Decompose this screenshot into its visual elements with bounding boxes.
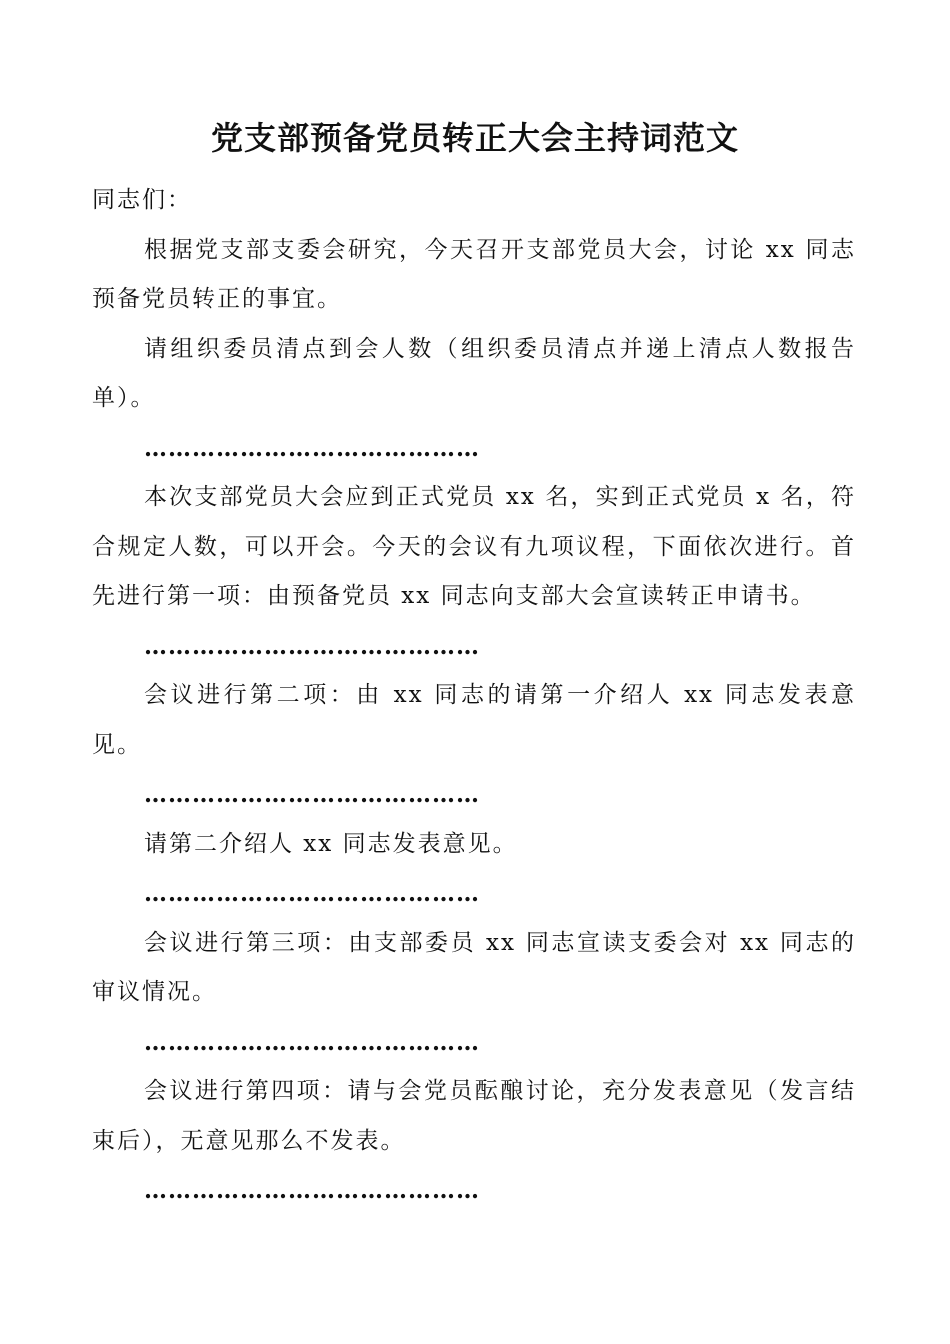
paragraph-second-introducer: 请第二介绍人 xx 同志发表意见。 <box>144 830 518 857</box>
paragraph-agenda-item-3: 会议进行第三项：由支部委员 xx 同志宣读支委会对 xx 同志的审议情况。 <box>92 929 856 1005</box>
paragraph-convening: 根据党支部支委会研究，今天召开支部党员大会，讨论 xx 同志预备党员转正的事宜。 <box>92 236 856 312</box>
ellipsis-separator: …………………………………… <box>144 1177 480 1204</box>
ellipsis-separator: …………………………………… <box>144 434 480 462</box>
paragraph-attendance-count: 请组织委员清点到会人数（组织委员清点并递上清点人数报告单）。 <box>92 335 856 411</box>
ellipsis-separator: …………………………………… <box>144 880 480 907</box>
document-title: 党支部预备党员转正大会主持词范文 <box>210 119 739 157</box>
paragraph-agenda-item-4: 会议进行第四项：请与会党员酝酿讨论，充分发表意见（发言结束后），无意见那么不发表。 <box>92 1078 856 1154</box>
paragraph-agenda-item-1: 本次支部党员大会应到正式党员 xx 名，实到正式党员 x 名，符合规定人数，可以开会。今天的会议有九项议程，下面依次进行。首先进行第一项：由预备党员 xx 同志向支部大会宣读转正申请书。 <box>92 484 856 609</box>
paragraph-agenda-item-2: 会议进行第二项：由 xx 同志的请第一介绍人 xx 同志发表意见。 <box>92 682 856 758</box>
document-body <box>92 176 856 1216</box>
ellipsis-separator: …………………………………… <box>144 632 480 660</box>
ellipsis-separator: …………………………………… <box>144 1028 480 1056</box>
salutation: 同志们： <box>92 187 192 213</box>
ellipsis-separator: …………………………………… <box>144 781 480 808</box>
